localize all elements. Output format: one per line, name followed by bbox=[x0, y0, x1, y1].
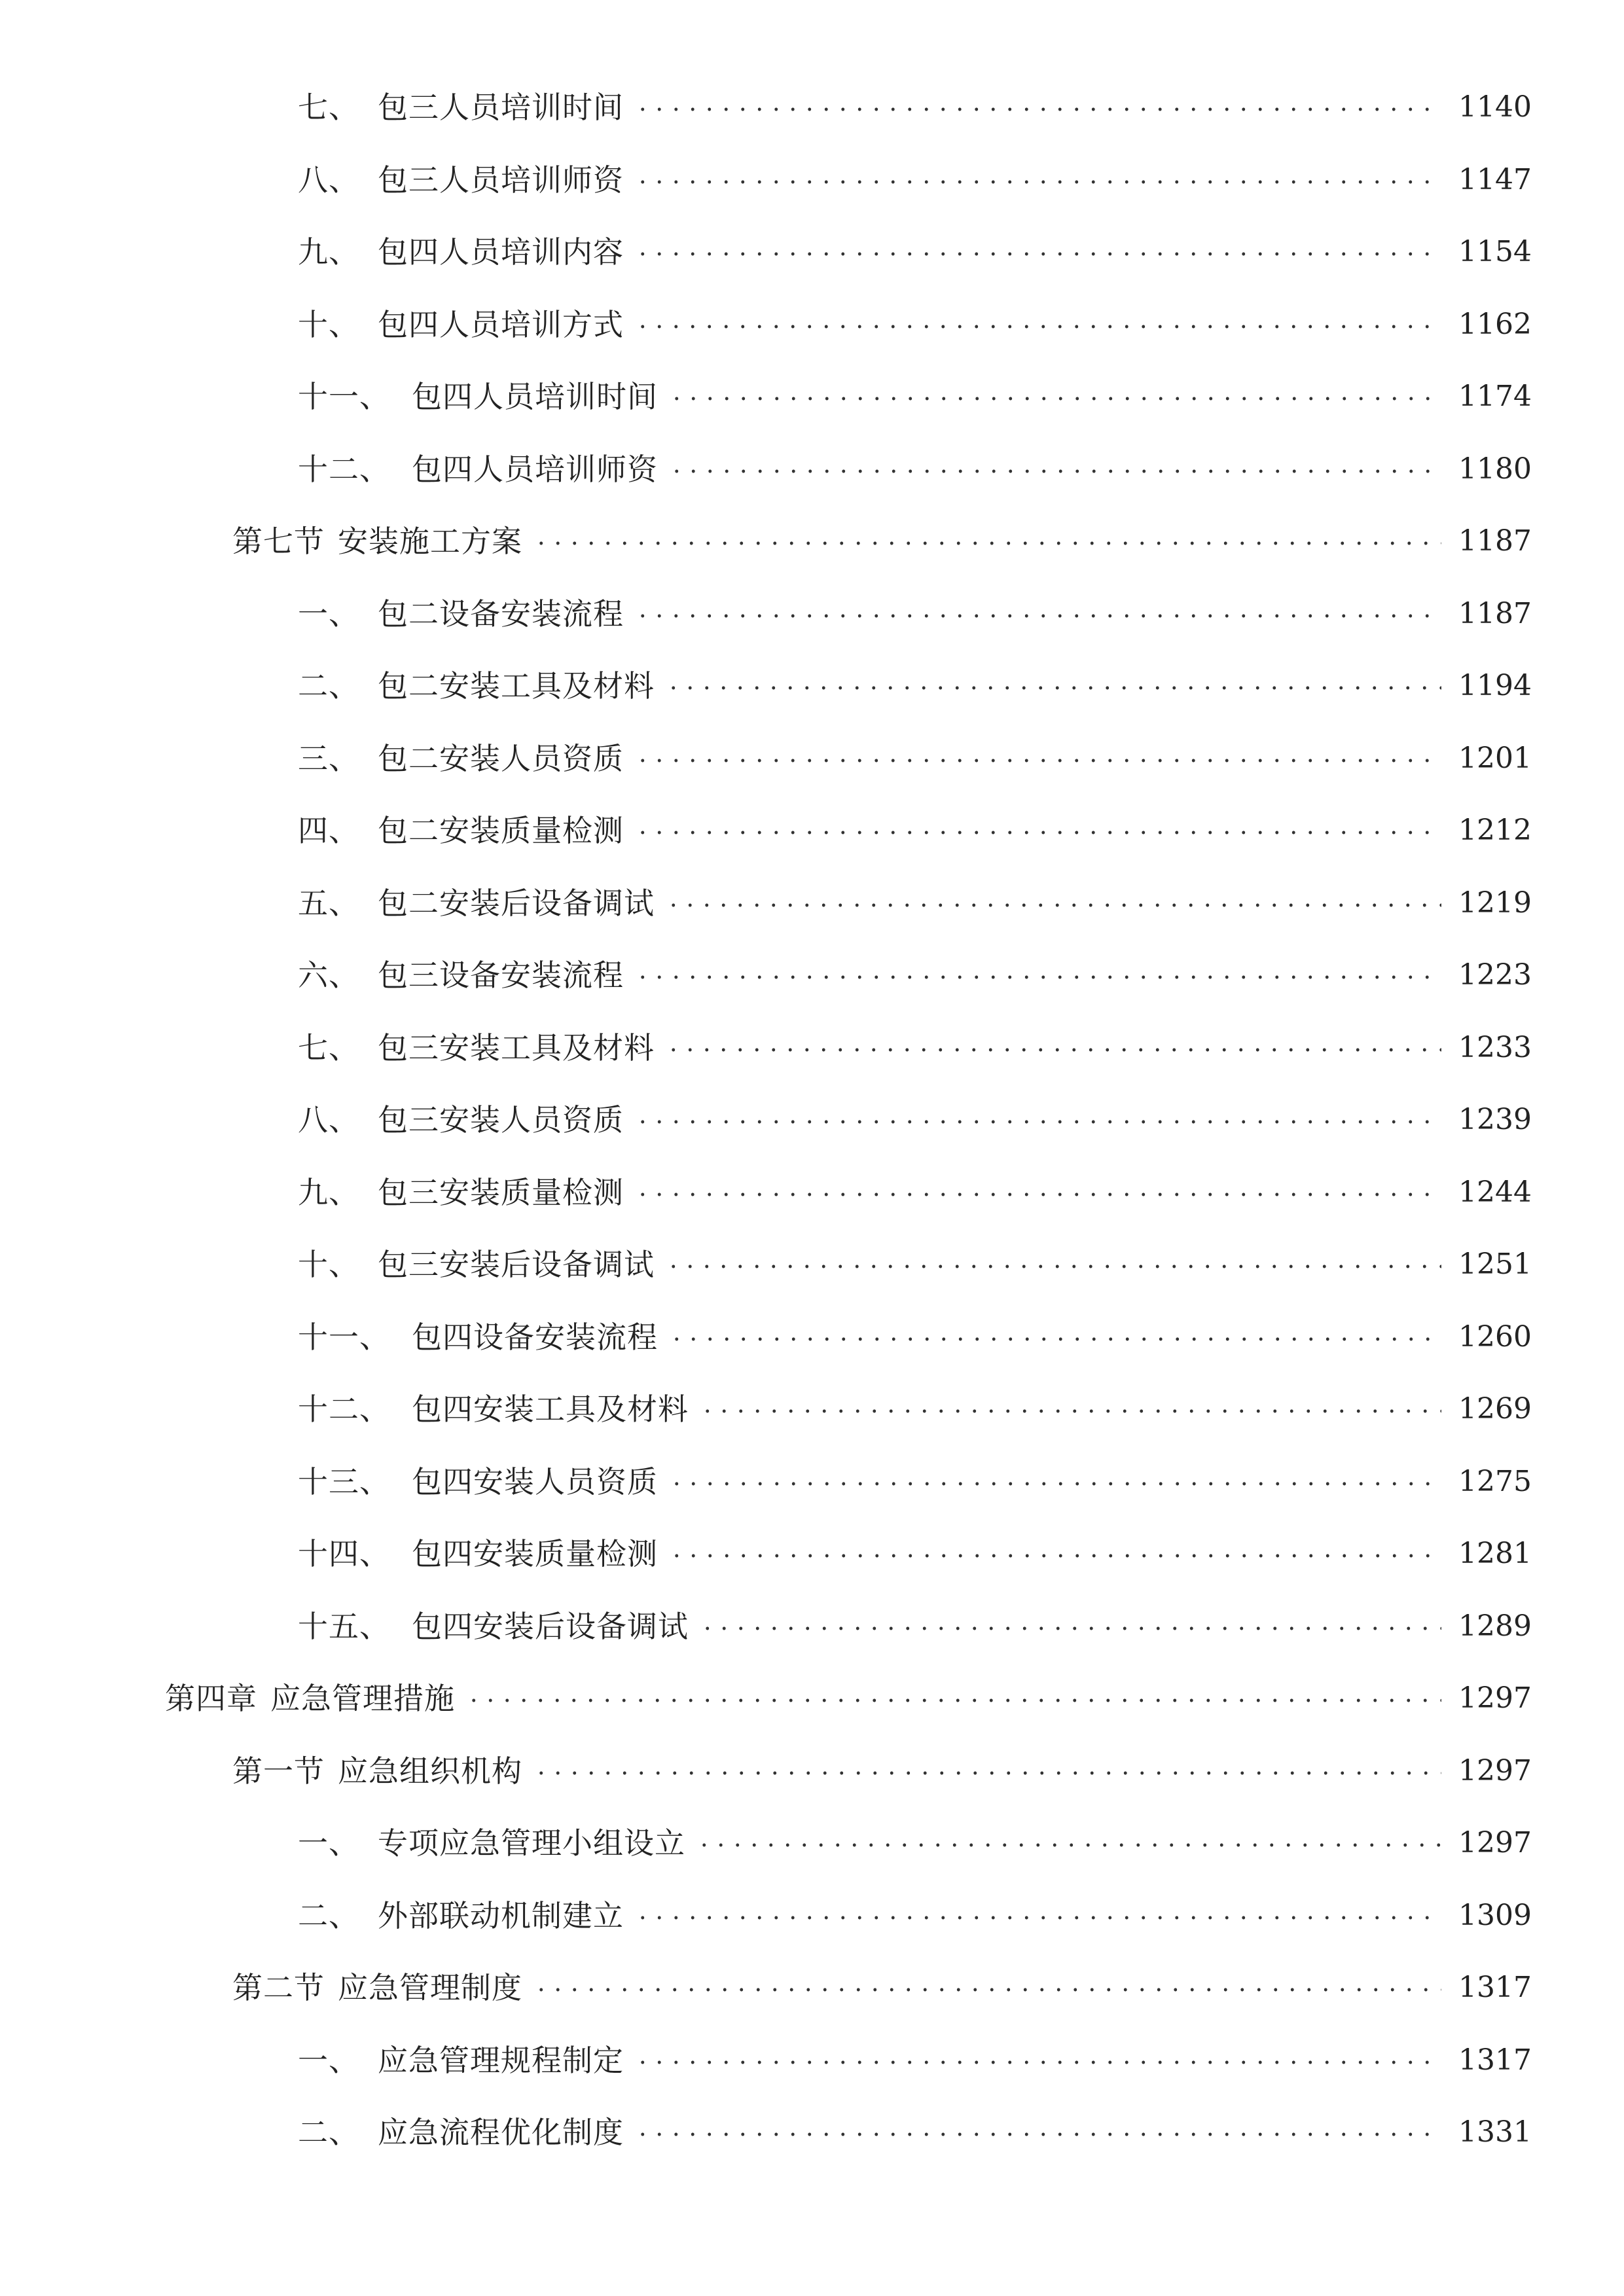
toc-dot-leader bbox=[668, 1554, 1441, 1558]
toc-entry-number: 十、 bbox=[298, 1247, 359, 1282]
toc-entry-title: 专项应急管理小组设立 bbox=[378, 1825, 685, 1861]
toc-entry-title: 包三安装工具及材料 bbox=[378, 1030, 655, 1066]
toc-entry-number: 十、 bbox=[298, 306, 359, 342]
toc-entry-number: 三、 bbox=[298, 740, 359, 776]
toc-entry-number: 第一节 bbox=[232, 1753, 325, 1789]
toc-dot-leader bbox=[634, 1916, 1441, 1920]
toc-page-number: 1251 bbox=[1458, 1247, 1532, 1281]
toc-entry-text bbox=[298, 1383, 689, 1435]
toc-dot-leader bbox=[634, 325, 1441, 329]
toc-entry-text bbox=[298, 660, 655, 712]
toc-entry[interactable] bbox=[298, 2034, 1624, 2087]
toc-entry-title: 包二安装后设备调试 bbox=[378, 885, 655, 921]
toc-page-number: 1147 bbox=[1458, 162, 1532, 196]
toc-dot-leader bbox=[665, 686, 1441, 690]
toc-dot-leader bbox=[634, 2060, 1441, 2064]
toc-entry-number: 八、 bbox=[298, 162, 359, 198]
toc-dot-leader bbox=[533, 1988, 1441, 1992]
toc-dot-leader bbox=[668, 1337, 1441, 1341]
toc-dot-leader bbox=[634, 107, 1441, 111]
toc-entry[interactable] bbox=[298, 1600, 1624, 1653]
toc-entry-number: 二、 bbox=[298, 1897, 359, 1933]
toc-page-number: 1275 bbox=[1458, 1464, 1532, 1498]
toc-entry-title: 安装施工方案 bbox=[338, 524, 522, 559]
toc-entry-title: 应急管理规程制定 bbox=[378, 2042, 624, 2078]
toc-dot-leader bbox=[533, 541, 1441, 545]
toc-entry[interactable] bbox=[298, 804, 1624, 857]
toc-dot-leader bbox=[634, 252, 1441, 256]
toc-entry-number: 十三、 bbox=[298, 1463, 390, 1499]
toc-entry-number: 十一、 bbox=[298, 379, 390, 414]
toc-entry-title: 包三设备安装流程 bbox=[378, 958, 624, 993]
toc-entry-number: 四、 bbox=[298, 813, 359, 848]
toc-entry[interactable] bbox=[298, 298, 1624, 351]
toc-entry-number: 五、 bbox=[298, 885, 359, 921]
toc-entry-number: 二、 bbox=[298, 2115, 359, 2150]
toc-entry-title: 包四设备安装流程 bbox=[412, 1319, 658, 1355]
toc-page-number: 1309 bbox=[1458, 1898, 1532, 1932]
toc-page-number: 1297 bbox=[1458, 1753, 1532, 1787]
toc-entry-number: 九、 bbox=[298, 1174, 359, 1210]
toc-page-number: 1212 bbox=[1458, 814, 1532, 847]
toc-entry-number: 一、 bbox=[298, 2042, 359, 2078]
toc-entry-title: 应急组织机构 bbox=[338, 1753, 522, 1789]
toc-dot-leader bbox=[533, 1771, 1441, 1775]
toc-page-number: 1317 bbox=[1458, 2043, 1532, 2077]
toc-entry-text bbox=[298, 877, 655, 929]
toc-dot-leader bbox=[634, 614, 1441, 618]
toc-entry-number: 七、 bbox=[298, 90, 359, 125]
toc-entry-text bbox=[232, 515, 522, 567]
toc-page-number: 1239 bbox=[1458, 1103, 1532, 1136]
toc-entry-title: 应急流程优化制度 bbox=[378, 2115, 624, 2150]
toc-entry-number: 第七节 bbox=[232, 524, 325, 559]
toc-entry-text bbox=[298, 1600, 689, 1653]
toc-page-number: 1140 bbox=[1458, 90, 1532, 124]
toc-entry[interactable] bbox=[298, 877, 1624, 929]
toc-entry-title: 包四安装后设备调试 bbox=[412, 1608, 689, 1644]
toc-entry-title: 包三安装质量检测 bbox=[378, 1174, 624, 1210]
toc-page-number: 1244 bbox=[1458, 1175, 1532, 1209]
toc-dot-leader bbox=[699, 1626, 1441, 1630]
toc-page-number: 1233 bbox=[1458, 1030, 1532, 1064]
toc-entry-number: 二、 bbox=[298, 668, 359, 704]
toc-entry-text bbox=[298, 1094, 624, 1146]
toc-entry-number: 一、 bbox=[298, 1825, 359, 1861]
toc-entry[interactable] bbox=[298, 588, 1624, 640]
toc-entry[interactable] bbox=[298, 1238, 1624, 1291]
toc-entry[interactable] bbox=[298, 660, 1624, 712]
toc-entry[interactable] bbox=[298, 1094, 1624, 1146]
toc-entry-text bbox=[165, 1672, 455, 1725]
toc-entry-text bbox=[298, 154, 624, 206]
toc-entry[interactable] bbox=[298, 443, 1624, 495]
toc-entry-text bbox=[298, 298, 624, 351]
toc-entry[interactable] bbox=[232, 515, 1624, 567]
toc-entry-text bbox=[298, 804, 624, 857]
toc-page-number: 1187 bbox=[1458, 524, 1532, 558]
toc-page-number: 1331 bbox=[1458, 2115, 1532, 2149]
toc-entry-text bbox=[298, 1022, 655, 1074]
toc-dot-leader bbox=[668, 397, 1441, 401]
toc-entry-title: 包三安装人员资质 bbox=[378, 1102, 624, 1138]
toc-dot-leader bbox=[634, 759, 1441, 762]
toc-page-number: 1260 bbox=[1458, 1319, 1532, 1354]
toc-entry-text bbox=[232, 1745, 522, 1797]
toc-entry-title: 包三人员培训时间 bbox=[378, 90, 624, 125]
toc-dot-leader bbox=[634, 975, 1441, 979]
toc-entry-title: 外部联动机制建立 bbox=[378, 1897, 624, 1933]
toc-dot-leader bbox=[634, 831, 1441, 834]
toc-entry-text bbox=[298, 1528, 658, 1580]
toc-page-number: 1219 bbox=[1458, 886, 1532, 920]
toc-entry-title: 包二设备安装流程 bbox=[378, 596, 624, 632]
toc-entry[interactable] bbox=[298, 732, 1624, 785]
toc-entry-number: 九、 bbox=[298, 234, 359, 270]
toc-dot-leader bbox=[668, 1482, 1441, 1486]
toc-page-number: 1154 bbox=[1458, 235, 1532, 268]
toc-entry-title: 包四安装工具及材料 bbox=[412, 1391, 689, 1427]
toc-page-number: 1187 bbox=[1458, 596, 1532, 630]
toc-entry-text bbox=[298, 1166, 624, 1219]
toc-entry[interactable] bbox=[298, 1166, 1624, 1219]
toc-entry[interactable] bbox=[298, 1311, 1624, 1363]
toc-page-number: 1269 bbox=[1458, 1392, 1532, 1426]
toc-dot-leader bbox=[634, 2132, 1441, 2136]
toc-page-number: 1162 bbox=[1458, 307, 1532, 341]
toc-page-number: 1201 bbox=[1458, 741, 1532, 775]
toc-entry-number: 七、 bbox=[298, 1030, 359, 1066]
toc-entry-title: 包四安装人员资质 bbox=[412, 1463, 658, 1499]
toc-entry-text bbox=[298, 226, 624, 278]
toc-dot-leader bbox=[696, 1843, 1441, 1847]
toc-entry[interactable] bbox=[298, 1817, 1624, 1869]
toc-entry-title: 包三人员培训师资 bbox=[378, 162, 624, 198]
toc-page-number: 1297 bbox=[1458, 1681, 1532, 1715]
toc-entry-title: 包二安装工具及材料 bbox=[378, 668, 655, 704]
toc-entry[interactable] bbox=[298, 2106, 1624, 2159]
toc-dot-leader bbox=[665, 903, 1441, 907]
toc-entry-number: 第四章 bbox=[165, 1681, 257, 1716]
toc-entry[interactable] bbox=[165, 1672, 1624, 1725]
toc-entry-text bbox=[298, 1238, 655, 1291]
toc-entry-number: 八、 bbox=[298, 1102, 359, 1138]
toc-entry-text bbox=[298, 1311, 658, 1363]
toc-entry[interactable] bbox=[298, 81, 1624, 134]
toc-dot-leader bbox=[699, 1409, 1441, 1413]
toc-entry-number: 六、 bbox=[298, 958, 359, 993]
toc-dot-leader bbox=[665, 1048, 1441, 1052]
toc-entry-text bbox=[298, 443, 658, 495]
toc-entry-title: 包二安装人员资质 bbox=[378, 740, 624, 776]
toc-entry-title: 包四人员培训方式 bbox=[378, 306, 624, 342]
toc-entry-title: 包四人员培训内容 bbox=[378, 234, 624, 270]
toc-dot-leader bbox=[634, 180, 1441, 184]
toc-entry-title: 包二安装质量检测 bbox=[378, 813, 624, 848]
toc-dot-leader bbox=[665, 1265, 1441, 1268]
toc-entry[interactable] bbox=[232, 1962, 1624, 2014]
toc-entry-text bbox=[298, 588, 624, 640]
toc-entry-text bbox=[298, 2106, 624, 2159]
toc-entry-text bbox=[298, 1817, 685, 1869]
toc-page-number: 1289 bbox=[1458, 1609, 1532, 1643]
toc-entry-text bbox=[298, 949, 624, 1001]
toc-entry-title: 包四人员培训师资 bbox=[412, 451, 658, 487]
toc-entry-title: 包四人员培训时间 bbox=[412, 379, 658, 414]
toc-entry-text bbox=[298, 81, 624, 134]
toc-entry-number: 十一、 bbox=[298, 1319, 390, 1355]
toc-entry-number: 十二、 bbox=[298, 451, 390, 487]
toc-page-number: 1317 bbox=[1458, 1971, 1532, 2004]
toc-entry-text bbox=[298, 1890, 624, 1942]
toc-entry[interactable] bbox=[298, 949, 1624, 1001]
toc-page-number: 1281 bbox=[1458, 1537, 1532, 1570]
toc-entry-title: 包三安装后设备调试 bbox=[378, 1247, 655, 1282]
toc-page-number: 1180 bbox=[1458, 452, 1532, 486]
toc-entry[interactable] bbox=[298, 1456, 1624, 1508]
toc-page-number: 1223 bbox=[1458, 958, 1532, 992]
toc-entry-title: 应急管理制度 bbox=[338, 1970, 522, 2005]
toc-entry-number: 十五、 bbox=[298, 1608, 390, 1644]
toc-entry-text bbox=[298, 2034, 624, 2087]
toc-entry-text bbox=[298, 370, 658, 423]
toc-dot-leader bbox=[634, 1120, 1441, 1124]
toc-entry-text bbox=[298, 1456, 658, 1508]
toc-entry-title: 应急管理措施 bbox=[270, 1681, 455, 1716]
toc-entry[interactable] bbox=[298, 226, 1624, 278]
toc-entry-text bbox=[298, 732, 624, 785]
toc-entry[interactable] bbox=[298, 370, 1624, 423]
toc-dot-leader bbox=[465, 1698, 1441, 1702]
toc-entry[interactable] bbox=[298, 154, 1624, 206]
toc-entry[interactable] bbox=[298, 1022, 1624, 1074]
toc-entry-number: 十二、 bbox=[298, 1391, 390, 1427]
toc-dot-leader bbox=[668, 469, 1441, 473]
toc-page-number: 1297 bbox=[1458, 1826, 1532, 1859]
toc-entry-number: 一、 bbox=[298, 596, 359, 632]
toc-entry[interactable] bbox=[298, 1528, 1624, 1580]
toc-dot-leader bbox=[634, 1193, 1441, 1196]
toc-page-number: 1174 bbox=[1458, 380, 1532, 413]
toc-entry-number: 第二节 bbox=[232, 1970, 325, 2005]
toc-entry[interactable] bbox=[298, 1383, 1624, 1435]
toc-entry[interactable] bbox=[232, 1745, 1624, 1797]
toc-entry-text bbox=[232, 1962, 522, 2014]
toc-entry-title: 包四安装质量检测 bbox=[412, 1536, 658, 1571]
toc-entry[interactable] bbox=[298, 1890, 1624, 1942]
toc-page-number: 1194 bbox=[1458, 669, 1532, 702]
toc-entry-number: 十四、 bbox=[298, 1536, 390, 1571]
